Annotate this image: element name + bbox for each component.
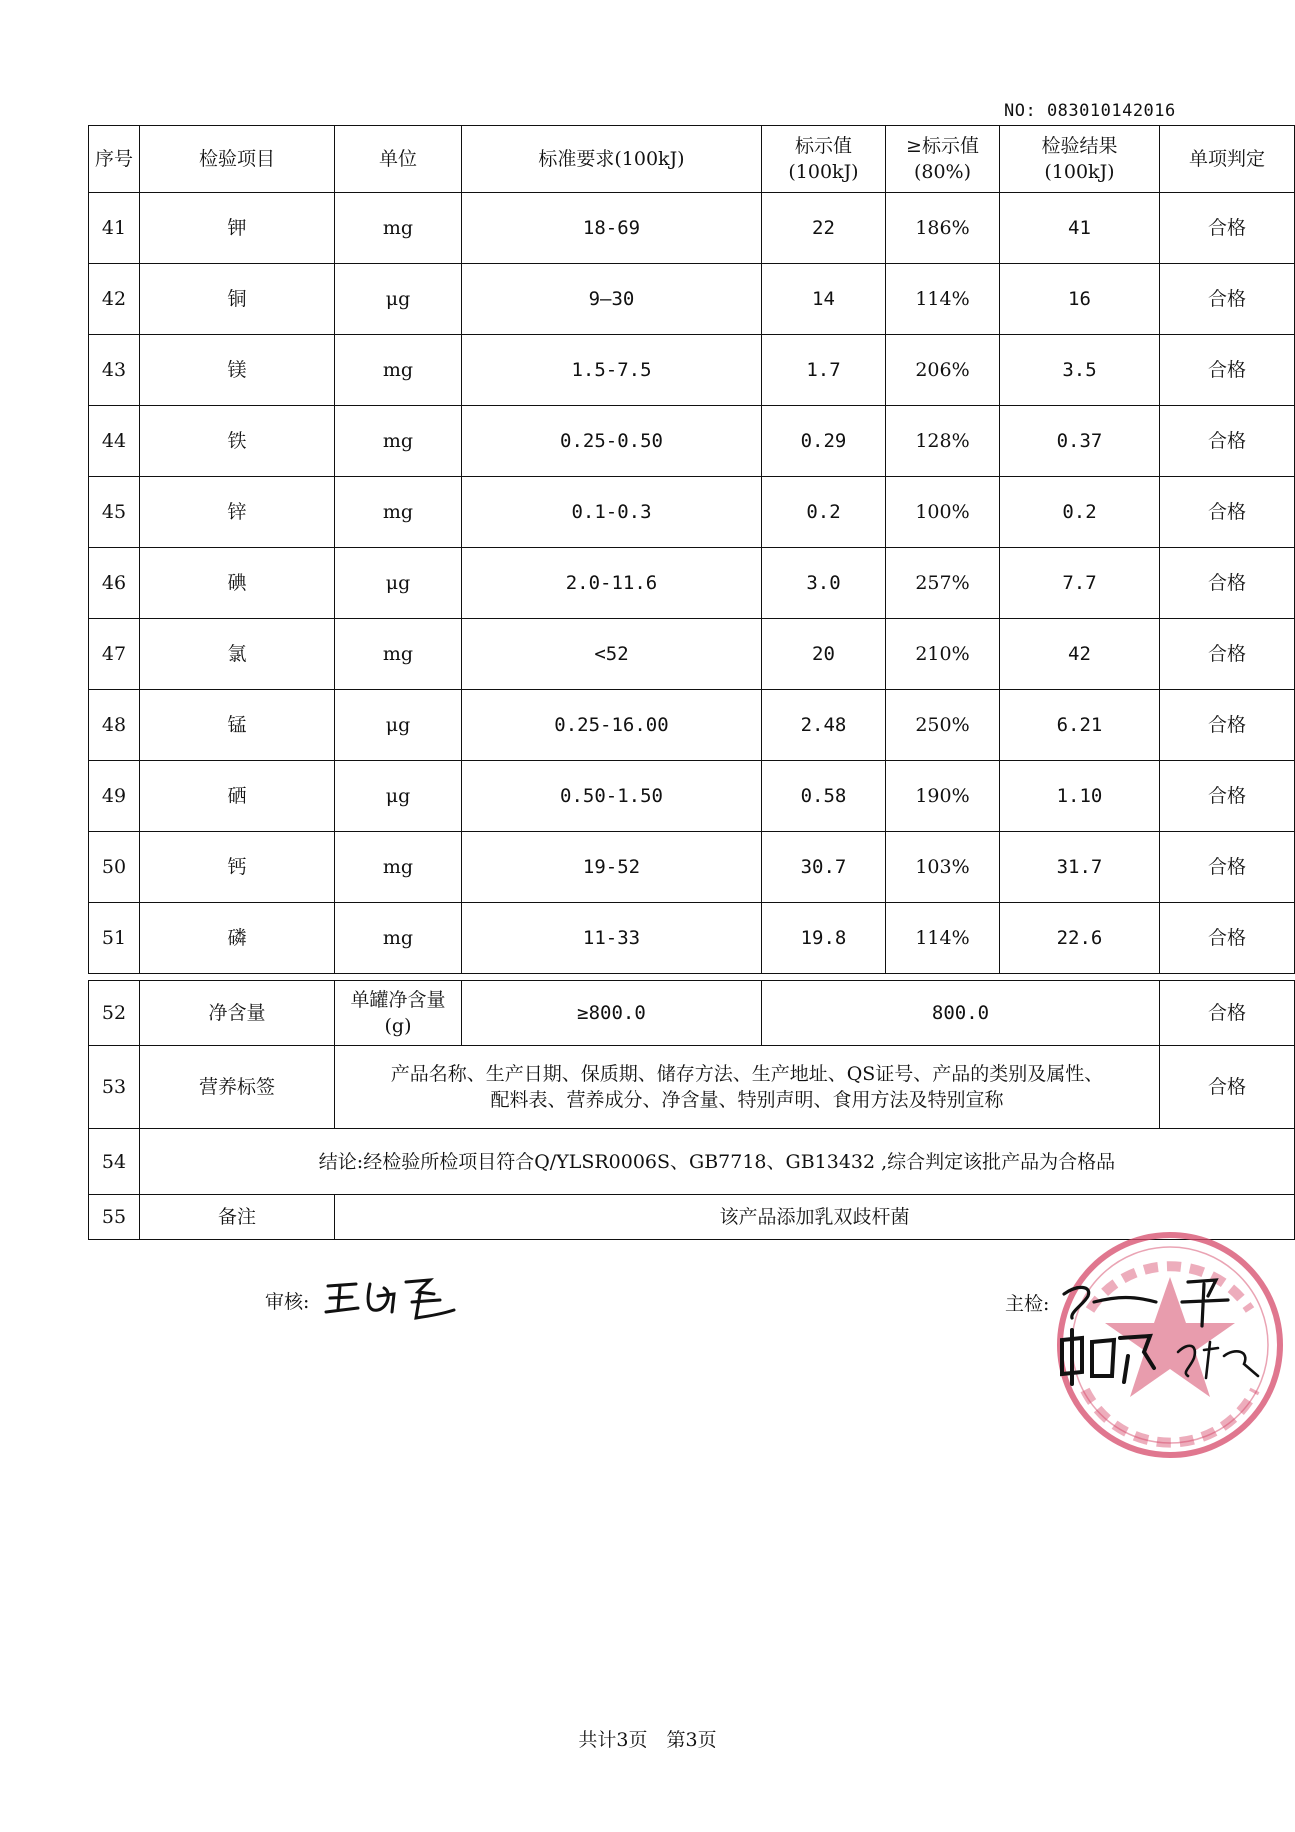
row-conclusion bbox=[89, 1129, 1295, 1195]
cell-judge: 合格 bbox=[1160, 477, 1295, 548]
header-label-value-l2: (100kJ) bbox=[788, 161, 859, 183]
cell-result: 0.37 bbox=[1000, 406, 1160, 477]
cell-standard: 9—30 bbox=[462, 264, 762, 335]
cell-standard: 18-69 bbox=[462, 193, 762, 264]
cell-standard: ≥800.0 bbox=[462, 981, 762, 1046]
table-row bbox=[89, 406, 1295, 477]
inspection-table bbox=[88, 125, 1295, 1240]
cell-pct: 257% bbox=[886, 548, 1000, 619]
cell-judge: 合格 bbox=[1160, 264, 1295, 335]
cell-standard: 11-33 bbox=[462, 903, 762, 974]
cell-judge: 合格 bbox=[1160, 832, 1295, 903]
cell-result: 3.5 bbox=[1000, 335, 1160, 406]
cell-unit: μg bbox=[335, 690, 462, 761]
cell-seq: 45 bbox=[89, 477, 140, 548]
cell-note: 该产品添加乳双歧杆菌 bbox=[335, 1195, 1295, 1240]
page-footer: 共计3页 第3页 bbox=[578, 1729, 717, 1751]
cell-result: 1.10 bbox=[1000, 761, 1160, 832]
cell-item: 钾 bbox=[140, 193, 335, 264]
cell-label: 0.29 bbox=[762, 406, 886, 477]
cell-seq: 46 bbox=[89, 548, 140, 619]
header-pct-l1: ≥标示值 bbox=[906, 135, 979, 157]
cell-judge: 合格 bbox=[1160, 193, 1295, 264]
table-row bbox=[89, 690, 1295, 761]
table-row bbox=[89, 477, 1295, 548]
header-label-value-l1: 标示值 bbox=[794, 135, 852, 157]
cell-unit-l2: (g) bbox=[384, 1015, 412, 1037]
cell-standard: 0.25-16.00 bbox=[462, 690, 762, 761]
cell-seq: 55 bbox=[89, 1195, 140, 1240]
cell-unit: μg bbox=[335, 548, 462, 619]
header-label-value bbox=[762, 126, 886, 193]
cell-label: 14 bbox=[762, 264, 886, 335]
cell-unit: mg bbox=[335, 619, 462, 690]
cell-standard: <52 bbox=[462, 619, 762, 690]
cell-seq: 50 bbox=[89, 832, 140, 903]
cell-unit: μg bbox=[335, 264, 462, 335]
header-result-l1: 检验结果 bbox=[1041, 135, 1118, 157]
cell-pct: 206% bbox=[886, 335, 1000, 406]
cell-pct: 103% bbox=[886, 832, 1000, 903]
cell-item: 硒 bbox=[140, 761, 335, 832]
cell-item: 钙 bbox=[140, 832, 335, 903]
cell-item: 备注 bbox=[140, 1195, 335, 1240]
cell-label: 0.2 bbox=[762, 477, 886, 548]
cell-judge: 合格 bbox=[1160, 981, 1295, 1046]
header-judgement: 单项判定 bbox=[1160, 126, 1295, 193]
cell-item: 净含量 bbox=[140, 981, 335, 1046]
cell-pct: 114% bbox=[886, 903, 1000, 974]
spacer-cell bbox=[89, 974, 1295, 981]
cell-seq: 42 bbox=[89, 264, 140, 335]
cell-unit bbox=[335, 981, 462, 1046]
table-header-row bbox=[89, 126, 1295, 193]
cell-seq: 52 bbox=[89, 981, 140, 1046]
cell-label: 30.7 bbox=[762, 832, 886, 903]
table-row bbox=[89, 903, 1295, 974]
cell-pct: 114% bbox=[886, 264, 1000, 335]
header-seq: 序号 bbox=[89, 126, 140, 193]
document-number: NO: 083010142016 bbox=[1004, 101, 1176, 121]
header-pct-l2: (80%) bbox=[913, 161, 972, 183]
table-row bbox=[89, 264, 1295, 335]
label-content-l2: 配料表、营养成分、净含量、特别声明、食用方法及特别宣称 bbox=[490, 1089, 1004, 1111]
cell-result: 800.0 bbox=[762, 981, 1160, 1046]
cell-seq: 51 bbox=[89, 903, 140, 974]
cell-judge: 合格 bbox=[1160, 761, 1295, 832]
cell-unit: mg bbox=[335, 477, 462, 548]
cell-item: 碘 bbox=[140, 548, 335, 619]
cell-unit: mg bbox=[335, 832, 462, 903]
cell-label: 0.58 bbox=[762, 761, 886, 832]
cell-seq: 49 bbox=[89, 761, 140, 832]
table-spacer bbox=[89, 974, 1295, 981]
cell-seq: 41 bbox=[89, 193, 140, 264]
cell-result: 7.7 bbox=[1000, 548, 1160, 619]
cell-item: 镁 bbox=[140, 335, 335, 406]
table-row bbox=[89, 548, 1295, 619]
row-net-content bbox=[89, 981, 1295, 1046]
table-row bbox=[89, 619, 1295, 690]
cell-seq: 47 bbox=[89, 619, 140, 690]
cell-standard: 2.0-11.6 bbox=[462, 548, 762, 619]
inspector-label: 主检: bbox=[1005, 1293, 1050, 1315]
inspector-signatures-icon bbox=[1058, 1272, 1293, 1392]
header-pct bbox=[886, 126, 1000, 193]
cell-result: 0.2 bbox=[1000, 477, 1160, 548]
reviewer-signature-icon bbox=[322, 1272, 462, 1324]
cell-result: 22.6 bbox=[1000, 903, 1160, 974]
cell-result: 16 bbox=[1000, 264, 1160, 335]
reviewer-label: 审核: bbox=[265, 1291, 310, 1313]
cell-result: 41 bbox=[1000, 193, 1160, 264]
cell-label: 3.0 bbox=[762, 548, 886, 619]
cell-unit: mg bbox=[335, 406, 462, 477]
table-row bbox=[89, 193, 1295, 264]
cell-pct: 186% bbox=[886, 193, 1000, 264]
cell-standard: 1.5-7.5 bbox=[462, 335, 762, 406]
cell-judge: 合格 bbox=[1160, 1046, 1295, 1129]
table-row bbox=[89, 335, 1295, 406]
header-result bbox=[1000, 126, 1160, 193]
cell-label: 20 bbox=[762, 619, 886, 690]
cell-seq: 44 bbox=[89, 406, 140, 477]
cell-seq: 54 bbox=[89, 1129, 140, 1195]
label-content-l1: 产品名称、生产日期、保质期、储存方法、生产地址、QS证号、产品的类别及属性、 bbox=[390, 1063, 1104, 1085]
header-item: 检验项目 bbox=[140, 126, 335, 193]
cell-result: 42 bbox=[1000, 619, 1160, 690]
cell-label: 19.8 bbox=[762, 903, 886, 974]
cell-label: 22 bbox=[762, 193, 886, 264]
cell-unit: mg bbox=[335, 193, 462, 264]
cell-standard: 19-52 bbox=[462, 832, 762, 903]
header-unit: 单位 bbox=[335, 126, 462, 193]
cell-label: 2.48 bbox=[762, 690, 886, 761]
cell-item: 氯 bbox=[140, 619, 335, 690]
cell-unit: mg bbox=[335, 335, 462, 406]
header-standard: 标准要求(100kJ) bbox=[462, 126, 762, 193]
cell-pct: 190% bbox=[886, 761, 1000, 832]
cell-judge: 合格 bbox=[1160, 335, 1295, 406]
cell-pct: 250% bbox=[886, 690, 1000, 761]
cell-judge: 合格 bbox=[1160, 406, 1295, 477]
cell-unit-l1: 单罐净含量 bbox=[350, 989, 446, 1011]
cell-seq: 53 bbox=[89, 1046, 140, 1129]
cell-pct: 100% bbox=[886, 477, 1000, 548]
cell-result: 6.21 bbox=[1000, 690, 1160, 761]
cell-label-content bbox=[335, 1046, 1160, 1129]
table-row bbox=[89, 832, 1295, 903]
cell-standard: 0.1-0.3 bbox=[462, 477, 762, 548]
cell-pct: 128% bbox=[886, 406, 1000, 477]
header-result-l2: (100kJ) bbox=[1044, 161, 1115, 183]
cell-judge: 合格 bbox=[1160, 690, 1295, 761]
cell-standard: 0.50-1.50 bbox=[462, 761, 762, 832]
cell-standard: 0.25-0.50 bbox=[462, 406, 762, 477]
row-nutrition-label bbox=[89, 1046, 1295, 1129]
cell-unit: mg bbox=[335, 903, 462, 974]
cell-item: 营养标签 bbox=[140, 1046, 335, 1129]
cell-judge: 合格 bbox=[1160, 903, 1295, 974]
cell-item: 铜 bbox=[140, 264, 335, 335]
cell-item: 锌 bbox=[140, 477, 335, 548]
cell-item: 铁 bbox=[140, 406, 335, 477]
cell-item: 锰 bbox=[140, 690, 335, 761]
cell-judge: 合格 bbox=[1160, 548, 1295, 619]
table-row bbox=[89, 761, 1295, 832]
cell-item: 磷 bbox=[140, 903, 335, 974]
cell-seq: 48 bbox=[89, 690, 140, 761]
cell-seq: 43 bbox=[89, 335, 140, 406]
cell-unit: μg bbox=[335, 761, 462, 832]
cell-label: 1.7 bbox=[762, 335, 886, 406]
cell-judge: 合格 bbox=[1160, 619, 1295, 690]
cell-conclusion: 结论:经检验所检项目符合Q/YLSR0006S、GB7718、GB13432 ,综合判定该批产品为合格品 bbox=[140, 1129, 1295, 1195]
cell-result: 31.7 bbox=[1000, 832, 1160, 903]
cell-pct: 210% bbox=[886, 619, 1000, 690]
